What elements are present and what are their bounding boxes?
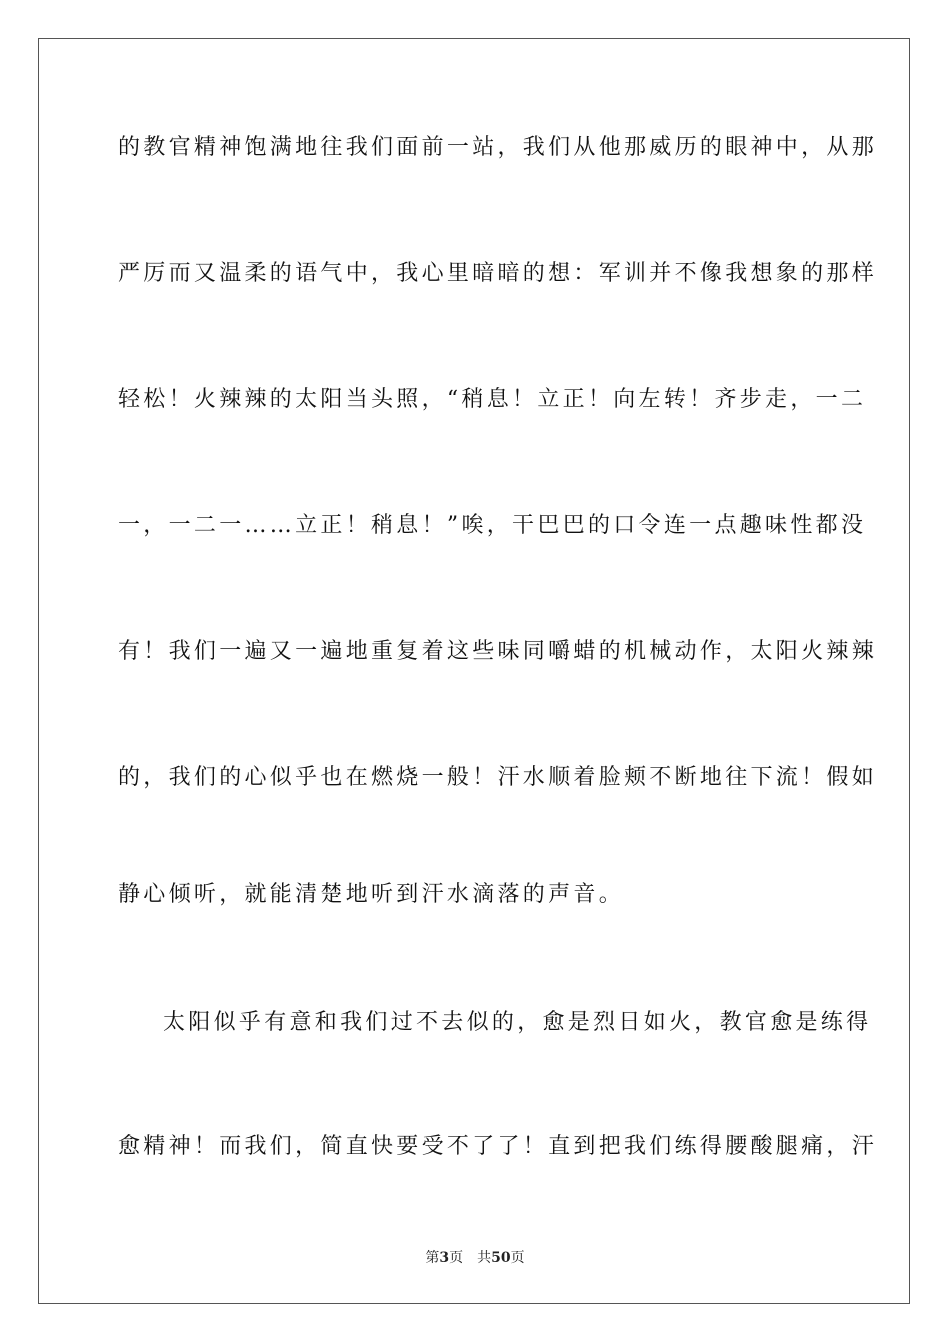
body-text-line: 轻松！火辣辣的太阳当头照，“稍息！立正！向左转！齐步走，一二 [118,387,867,412]
page-footer [0,1247,950,1267]
body-text-line: 的，我们的心似乎也在燃烧一般！汗水顺着脸颊不断地往下流！假如 [118,765,878,790]
body-text-line: 的教官精神饱满地往我们面前一站，我们从他那威历的眼神中，从那 [118,135,878,160]
total-prefix: 共 [477,1250,492,1266]
body-text-line: 严厉而又温柔的语气中，我心里暗暗的想：军训并不像我想象的那样 [118,261,878,286]
body-text-line: 愈精神！而我们，简直快要受不了了！直到把我们练得腰酸腿痛，汗 [118,1134,878,1159]
body-text-line: 有！我们一遍又一遍地重复着这些味同嚼蜡的机械动作，太阳火辣辣 [118,639,878,664]
page-number: 3 [439,1250,450,1266]
page-suffix: 页 [449,1250,464,1266]
body-text-line: 静心倾听，就能清楚地听到汗水滴落的声音。 [118,882,625,907]
total-suffix: 页 [510,1250,525,1266]
body-text-line: 一，一二一……立正！稍息！”唉，干巴巴的口令连一点趣味性都没 [118,513,867,538]
paragraph-first-line: 太阳似乎有意和我们过不去似的，愈是烈日如火，教官愈是练得 [163,1010,872,1035]
page-prefix: 第 [425,1250,440,1266]
total-pages: 50 [491,1250,511,1266]
